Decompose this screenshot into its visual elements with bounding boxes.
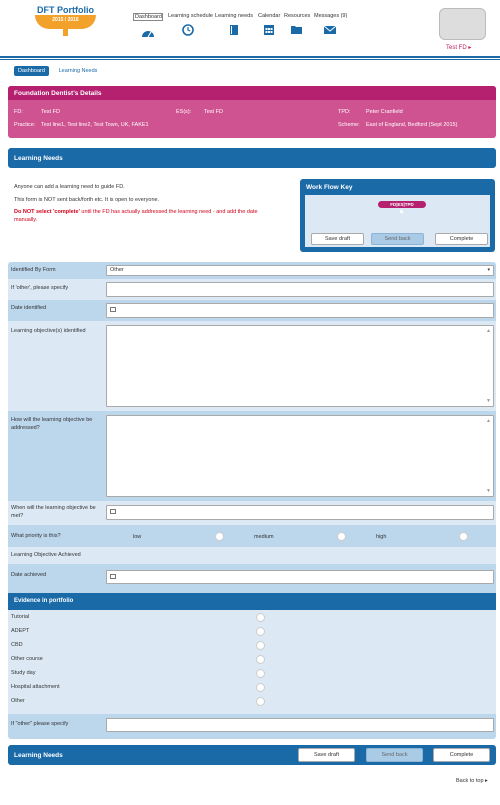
date-achieved-label: Date achieved [11, 572, 47, 578]
priority-low-radio[interactable] [215, 532, 224, 541]
scroll-down-icon[interactable]: ▼ [486, 488, 491, 494]
tpd-label: TPD: [338, 109, 351, 115]
priority-label: What priority is this? [11, 533, 61, 539]
dft-portfolio-logo[interactable] [33, 5, 98, 35]
other-specify-input[interactable] [106, 282, 494, 297]
book-icon [228, 24, 240, 36]
intro-warning-bold: Do NOT select 'complete' [14, 209, 80, 215]
how-addressed-textarea[interactable] [106, 415, 494, 497]
priority-medium-label: medium [254, 534, 274, 540]
bottom-title: Learning Needs [14, 752, 63, 759]
learning-needs-section-title: Learning Needs [8, 148, 496, 168]
intro-warning-line-2: manually. [14, 217, 38, 223]
how-addressed-label: How will the learning objective be addressed? [11, 417, 93, 431]
folder-icon [290, 24, 304, 36]
calendar-icon [263, 24, 275, 36]
objectives-label: Learning objective(s) identified [11, 328, 86, 334]
nav-label: Resources [284, 13, 311, 19]
calendar-icon[interactable] [110, 307, 116, 312]
tpd-value: Peter Cranfield [366, 109, 403, 115]
workflow-key-panel [300, 179, 495, 252]
avatar[interactable] [439, 8, 486, 40]
evidence-adept-radio[interactable] [256, 627, 265, 636]
chevron-up-icon: ▲ [398, 208, 405, 215]
evidence-other-specify-label: If "other" please specify [11, 721, 69, 727]
breadcrumb-dashboard[interactable]: Dashboard [14, 66, 49, 76]
evidence-item-label: Other course [11, 656, 43, 662]
practice-label: Practice: [14, 122, 36, 128]
row-priority [8, 525, 496, 547]
es-label: ES(s): [176, 109, 192, 115]
evidence-list [8, 610, 496, 714]
when-met-input[interactable] [106, 505, 494, 520]
evidence-other-course-radio[interactable] [256, 655, 265, 664]
evidence-cbd-radio[interactable] [256, 641, 265, 650]
send-back-button[interactable]: Send back [366, 748, 423, 762]
evidence-item-label: Tutorial [11, 614, 30, 620]
nav-label: Learning needs [215, 13, 253, 19]
scheme-value: East of England, Bedford (Sept 2015) [366, 122, 458, 128]
row-how-addressed [8, 411, 496, 501]
intro-warning-rest: until the FD has actually addressed the learning need - and add the date [79, 209, 258, 215]
evidence-item [8, 624, 496, 638]
back-to-top-link[interactable]: Back to top ▸ [456, 778, 488, 784]
logo-years: 2015 / 2016 [52, 17, 79, 23]
date-identified-label: Date identified [11, 305, 47, 311]
chevron-down-icon: ▾ [487, 267, 490, 273]
evidence-study-day-radio[interactable] [256, 669, 265, 678]
nav-label: Calendar [258, 13, 281, 19]
fd-value: Test FD [41, 109, 60, 115]
header-divider [0, 59, 500, 60]
calendar-icon[interactable] [110, 509, 116, 514]
evidence-hospital-attachment-radio[interactable] [256, 683, 265, 692]
evidence-item [8, 652, 496, 666]
row-date-identified [8, 300, 496, 321]
date-achieved-input[interactable] [106, 570, 494, 584]
es-value: Test FD [204, 109, 223, 115]
nav-learning-needs[interactable] [214, 13, 254, 36]
evidence-item-label: Study day [11, 670, 36, 676]
row-when-met [8, 501, 496, 525]
row-achieved [8, 547, 496, 564]
fd-label: FD: [14, 109, 23, 115]
evidence-tutorial-radio[interactable] [256, 613, 265, 622]
breadcrumb [14, 66, 97, 76]
scroll-up-icon[interactable]: ▲ [486, 328, 491, 334]
workflow-key-body [305, 195, 490, 247]
workflow-save-draft-button[interactable]: Save draft [311, 233, 364, 245]
priority-high-label: high [376, 534, 387, 540]
nav-messages[interactable] [313, 13, 347, 36]
bottom-action-bar [8, 745, 496, 765]
complete-button[interactable]: Complete [433, 748, 490, 762]
breadcrumb-current[interactable]: Learning Needs [58, 68, 98, 74]
learning-need-form [8, 262, 496, 739]
row-date-achieved [8, 564, 496, 587]
workflow-complete-button[interactable]: Complete [435, 233, 488, 245]
row-evidence-other-specify [8, 714, 496, 736]
identified-by-select[interactable] [106, 265, 494, 276]
row-objectives [8, 321, 496, 411]
clock-icon [182, 24, 194, 36]
nav-resources[interactable] [283, 13, 311, 36]
when-met-label: When will the learning objective be met? [11, 505, 96, 519]
calendar-icon[interactable] [110, 574, 116, 579]
evidence-item [8, 610, 496, 624]
evidence-header: Evidence in portfolio [8, 593, 496, 610]
achieved-label: Learning Objective Achieved [11, 552, 81, 558]
fd-details-header: Foundation Dentist's Details [8, 86, 496, 100]
priority-low-label: low [133, 534, 142, 540]
scroll-down-icon[interactable]: ▼ [486, 398, 491, 404]
evidence-other-specify-input[interactable] [106, 718, 494, 732]
evidence-item-label: Hospital attachment [11, 684, 60, 690]
nav-label: Learning schedule [168, 13, 213, 19]
other-specify-label: If 'other', please specify [11, 285, 69, 291]
date-identified-input[interactable] [106, 303, 494, 318]
nav-label: Dashboard [135, 14, 162, 20]
priority-medium-radio[interactable] [337, 532, 346, 541]
logo-title: DFT Portfolio [37, 5, 94, 15]
identified-by-label: Identified By Form [11, 267, 56, 273]
evidence-item-label: Other [11, 698, 25, 704]
scroll-up-icon[interactable]: ▲ [486, 418, 491, 424]
evidence-item-label: ADEPT [11, 628, 30, 634]
evidence-item [8, 694, 496, 708]
scheme-label: Scheme: [338, 122, 360, 128]
nav-calendar[interactable] [257, 13, 281, 36]
intro-warning [14, 209, 258, 215]
top-header [0, 0, 500, 58]
logo-stem [63, 28, 68, 36]
fd-details-panel [8, 86, 496, 138]
dashboard-icon [141, 26, 155, 38]
envelope-icon [323, 24, 337, 36]
row-other-specify [8, 279, 496, 300]
evidence-other-radio[interactable] [256, 697, 265, 706]
intro-line-1: Anyone can add a learning need to guide FD. [14, 184, 125, 190]
evidence-item [8, 666, 496, 680]
evidence-item [8, 638, 496, 652]
practice-value: Test line1, Test line2, Test Town, UK, FAKE1 [41, 122, 149, 128]
evidence-item-label: CBD [11, 642, 23, 648]
evidence-item [8, 680, 496, 694]
priority-high-radio[interactable] [459, 532, 468, 541]
identified-by-value: Other [110, 267, 124, 273]
workflow-key-title: Work Flow Key [306, 184, 353, 191]
save-draft-button[interactable]: Save draft [298, 748, 355, 762]
nav-label: Messages (9) [314, 13, 348, 19]
objectives-textarea[interactable] [106, 325, 494, 407]
intro-line-2: This form is NOT sent back/forth etc. It is open to everyone. [14, 197, 160, 203]
row-identified-by [8, 262, 496, 279]
user-menu[interactable]: Test FD ▸ [446, 45, 472, 51]
workflow-roles-badge: FD|ES|TPD [378, 201, 426, 208]
nav-learning-schedule[interactable] [167, 13, 213, 36]
nav-dashboard[interactable] [133, 13, 163, 38]
workflow-send-back-button[interactable]: Send back [371, 233, 424, 245]
